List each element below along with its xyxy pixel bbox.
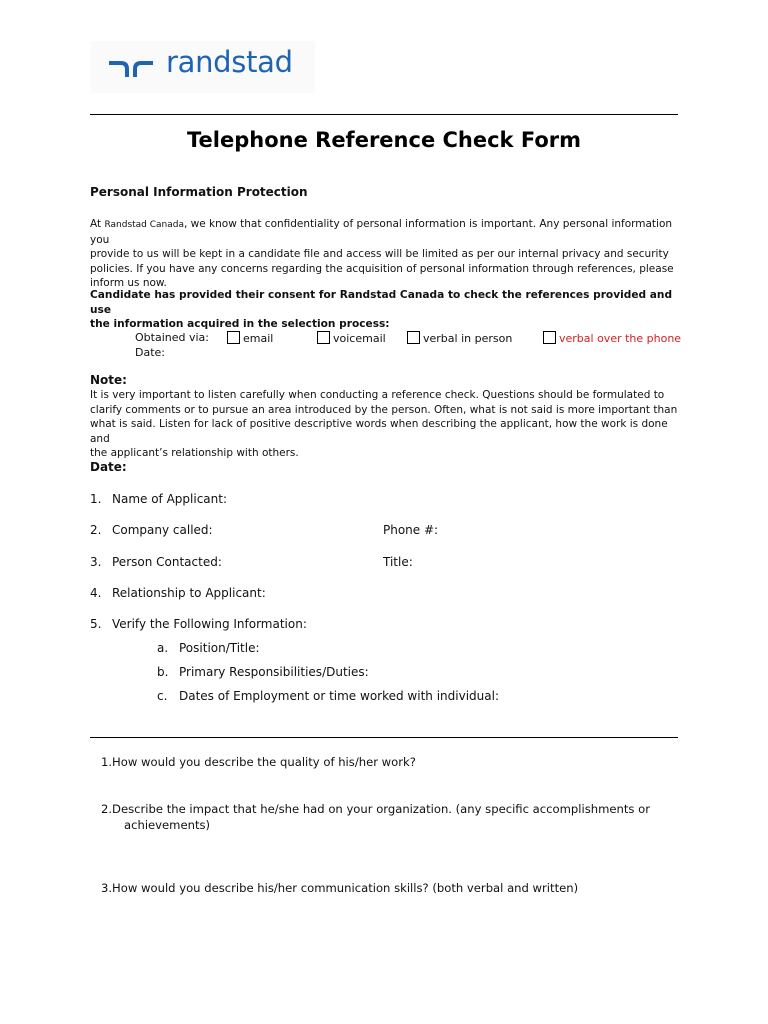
field-label: Relationship to Applicant: <box>112 586 266 600</box>
randstad-mark-icon <box>107 55 157 79</box>
note-line-3: what is said. Listen for lack of positive descriptive words when describing the applicant, how the work is done and <box>90 418 668 445</box>
verify-position-title <box>157 641 260 655</box>
field-number: 3. <box>90 555 102 569</box>
consent-line-1: Candidate has provided their consent for Randstad Canada to check the references provided and use <box>90 289 673 316</box>
option-email[interactable] <box>227 331 273 345</box>
privacy-heading: Personal Information Protection <box>90 185 308 199</box>
brand-name: randstad <box>166 45 293 79</box>
top-divider <box>90 114 678 115</box>
date-heading: Date: <box>90 460 127 474</box>
privacy-line-4: inform us now. <box>90 277 167 289</box>
randstad-logo <box>91 41 315 93</box>
company-name: Randstad Canada <box>104 220 184 230</box>
verbal-in-person-option-label: verbal in person <box>423 332 513 345</box>
field-number: 5. <box>90 617 102 631</box>
field-label: Name of Applicant: <box>112 492 228 506</box>
form-title: Telephone Reference Check Form <box>187 128 581 152</box>
verify-label: Primary Responsibilities/Duties: <box>179 665 369 679</box>
verify-letter: c. <box>157 689 168 703</box>
field-company-called <box>90 523 213 537</box>
field-label: Company called: <box>112 523 213 537</box>
privacy-line-1: , we know that confidentiality of personal information is important. Any personal information you <box>90 218 673 246</box>
privacy-intro: At <box>90 218 105 230</box>
note-paragraph <box>90 388 690 461</box>
field-number: 1. <box>90 492 102 506</box>
verbal-in-person-checkbox[interactable] <box>407 331 420 344</box>
field-name-of-applicant <box>90 492 228 506</box>
consent-statement <box>90 288 690 332</box>
field-person-contacted <box>90 555 222 569</box>
field-relationship <box>90 586 266 600</box>
field-title-label: Title: <box>383 555 413 569</box>
privacy-line-2: provide to us will be kept in a candidate file and access will be limited as per our internal privacy and security <box>90 248 669 260</box>
consent-date-label: Date: <box>135 346 165 359</box>
question-2-line-2: achievements) <box>124 818 211 832</box>
privacy-line-3: policies. If you have any concerns regarding the acquisition of personal information through references, please <box>90 262 674 275</box>
voicemail-option-label: voicemail <box>333 332 386 345</box>
verify-letter: b. <box>157 665 169 679</box>
field-label: Person Contacted: <box>112 555 222 569</box>
verify-label: Dates of Employment or time worked with individual: <box>179 689 499 703</box>
verify-label: Position/Title: <box>179 641 260 655</box>
question-1: 1.How would you describe the quality of his/her work? <box>101 755 416 769</box>
option-verbal-over-phone[interactable] <box>543 331 681 345</box>
voicemail-checkbox[interactable] <box>317 331 330 344</box>
field-number: 4. <box>90 586 102 600</box>
field-verify <box>90 617 307 631</box>
note-line-4: the applicant’s relationship with others. <box>90 447 299 459</box>
verify-dates-of-employment <box>157 689 499 703</box>
email-option-label: email <box>243 332 274 345</box>
note-heading: Note: <box>90 373 127 387</box>
option-verbal-in-person[interactable] <box>407 331 512 345</box>
questions-divider <box>90 737 678 738</box>
note-line-2: clarify comments or to pursue an area introduced by the person. Often, what is not said is more important than <box>90 403 678 416</box>
verify-responsibilities <box>157 665 369 679</box>
email-checkbox[interactable] <box>227 331 240 344</box>
field-number: 2. <box>90 523 102 537</box>
option-voicemail[interactable] <box>317 331 386 345</box>
note-line-1: It is very important to listen carefully when conducting a reference check. Questions should be formulated to <box>90 389 665 401</box>
verify-letter: a. <box>157 641 169 655</box>
field-label: Verify the Following Information: <box>112 617 307 631</box>
field-phone-label: Phone #: <box>383 523 439 537</box>
question-2-line-1: 2.Describe the impact that he/she had on your organization. (any specific accomplishments or <box>101 802 651 816</box>
obtained-via-label: Obtained via: <box>135 331 209 344</box>
verbal-over-phone-checkbox[interactable] <box>543 331 556 344</box>
question-3: 3.How would you describe his/her communication skills? (both verbal and written) <box>101 881 579 895</box>
consent-line-2: the information acquired in the selection process: <box>90 318 390 330</box>
privacy-paragraph <box>90 217 690 291</box>
verbal-over-phone-option-label: verbal over the phone <box>559 332 682 345</box>
